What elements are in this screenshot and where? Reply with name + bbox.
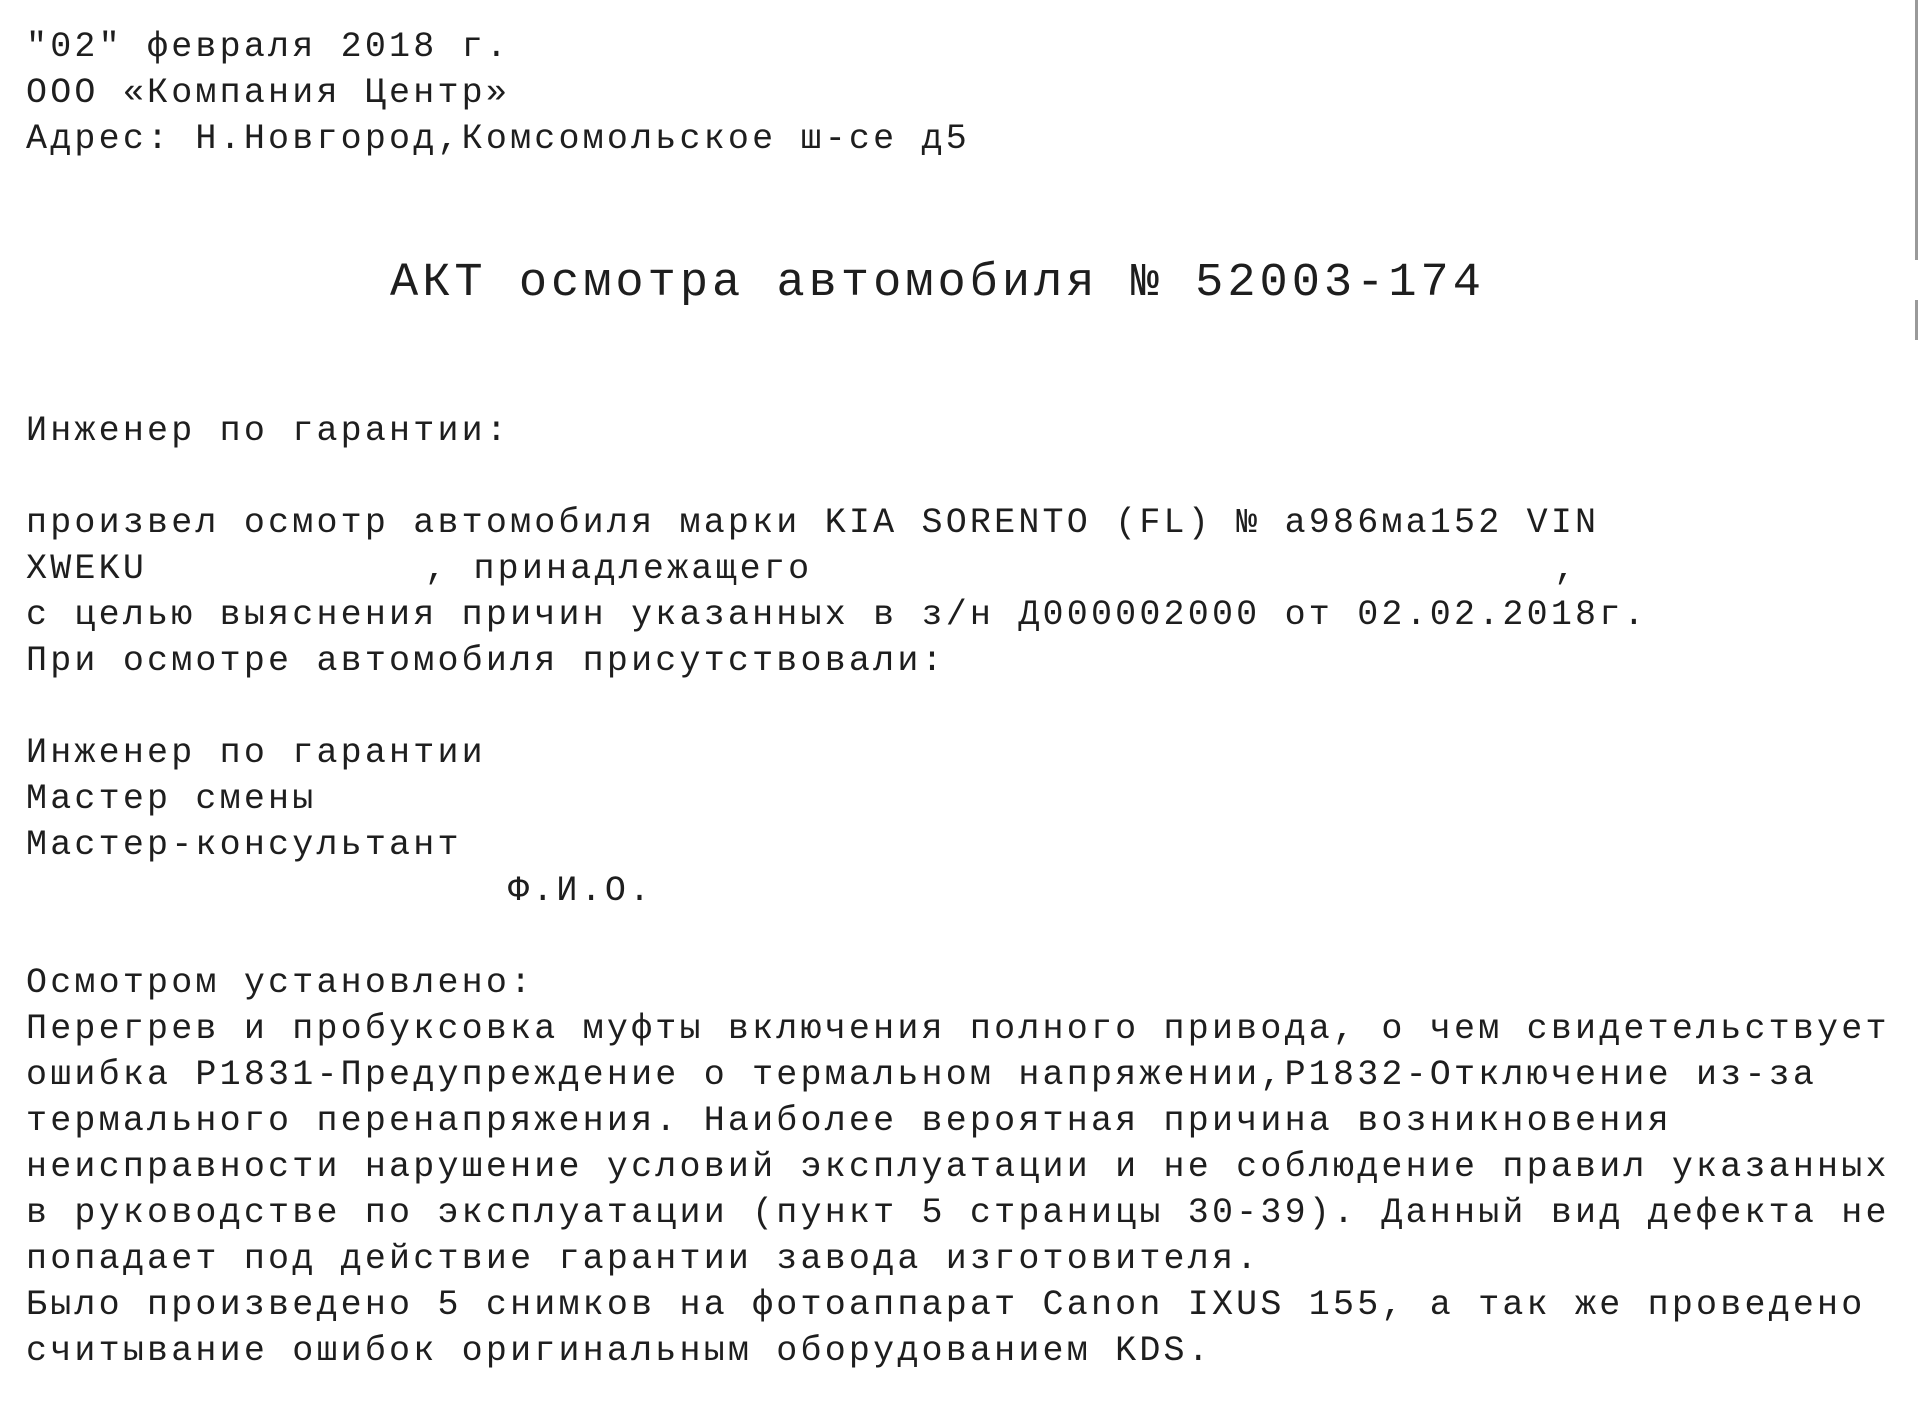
inspection-line-2: [26, 546, 1579, 592]
findings-line: ошибка P1831-Предупреждение о термальном напряжении,P1832-Отключение из-за: [26, 1055, 1818, 1095]
company-address: Адрес: Н.Новгород,Комсомольское ш-се д5: [26, 119, 970, 159]
engineer-label: Инженер по гарантии:: [26, 411, 511, 451]
company-name: ООО «Компания Центр»: [26, 73, 511, 113]
fio-label: Ф.И.О.: [508, 871, 654, 911]
findings-label: Осмотром установлено:: [26, 963, 535, 1003]
findings-line: считывание ошибок оригинальным оборудованием KDS.: [26, 1331, 1212, 1371]
findings-line: термального перенапряжения. Наиболее вероятная причина возникновения: [26, 1101, 1672, 1141]
attendee-item: Мастер-консультант: [26, 825, 462, 865]
findings-line: Было произведено 5 снимков на фотоаппарат Canon IXUS 155, а так же проведено: [26, 1285, 1866, 1325]
inspection-line-1: произвел осмотр автомобиля марки KIA SORENTO (FL) № а986ма152 VIN: [26, 503, 1600, 543]
document-title: АКТ осмотра автомобиля № 52003-174: [390, 257, 1485, 310]
attendee-item: Инженер по гарантии: [26, 733, 486, 773]
findings-line: попадает под действие гарантии завода изготовителя.: [26, 1239, 1261, 1279]
owner-label: , принадлежащего: [425, 549, 813, 589]
inspection-line-4: При осмотре автомобиля присутствовали:: [26, 641, 946, 681]
scan-edge-mark: [1915, 300, 1918, 340]
inspection-line-3: с целью выяснения причин указанных в з/н Д000002000 от 02.02.2018г.: [26, 595, 1648, 635]
findings-line: в руководстве по эксплуатации (пункт 5 страницы 30-39). Данный вид дефекта не: [26, 1193, 1890, 1233]
document-date: "02" февраля 2018 г.: [26, 27, 511, 67]
findings-line: Перегрев и пробуксовка муфты включения полного привода, о чем свидетельствует: [26, 1009, 1890, 1049]
vin-prefix: XWEKU: [26, 549, 148, 589]
owner-line-end: ,: [1554, 549, 1579, 589]
findings-line: неисправности нарушение условий эксплуатации и не соблюдение правил указанных: [26, 1147, 1890, 1187]
scan-edge-mark: [1915, 0, 1918, 260]
attendee-item: Мастер смены: [26, 779, 317, 819]
